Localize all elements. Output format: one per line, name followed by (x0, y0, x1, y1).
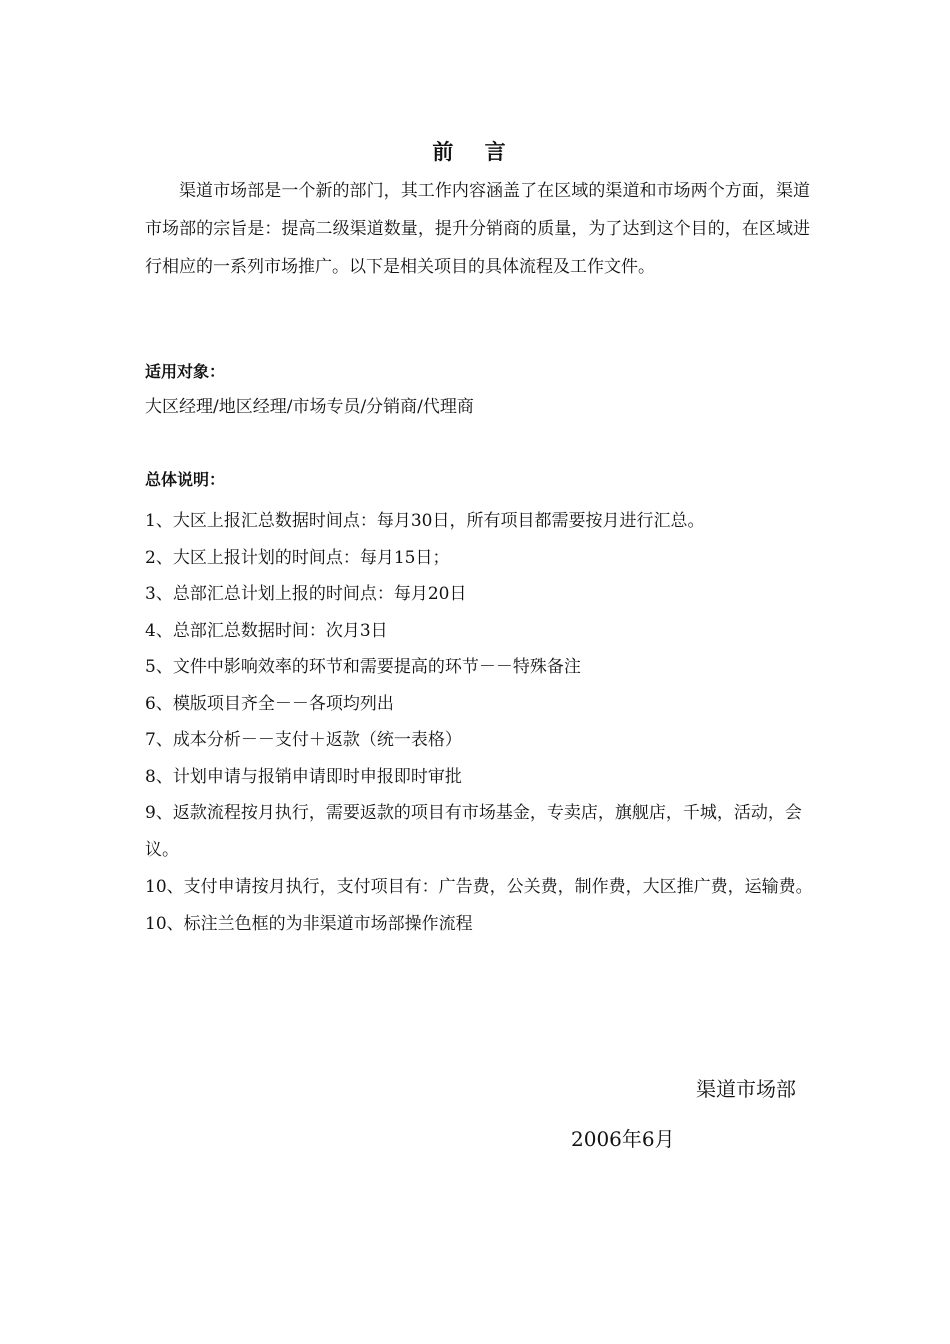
general-heading: 总体说明： (145, 470, 226, 489)
signature-date: 2006年6月 (571, 1127, 675, 1151)
list-item: 10、标注兰色框的为非渠道市场部操作流程 (145, 914, 473, 934)
list-item: 6、模版项目齐全－－各项均列出 (145, 693, 394, 714)
audience-heading: 适用对象： (145, 362, 226, 381)
list-item: 7、成本分析－－支付＋返款（统一表格） (145, 730, 462, 750)
general-notes-list (145, 503, 825, 943)
list-item: 4、总部汇总数据时间：次月3日 (145, 620, 388, 641)
page-title: 前 言 (432, 139, 518, 164)
list-item: 9、返款流程按月执行，需要返款的项目有市场基金，专卖店，旗舰店，千城，活动，会议。 (145, 803, 802, 860)
intro-paragraph: 渠道市场部是一个新的部门，其工作内容涵盖了在区域的渠道和市场两个方面，渠道市场部的宗旨是：提高二级渠道数量，提升分销商的质量，为了达到这个目的，在区域进行相应的一系列市场推广。以下是相关项目的具体流程及工作文件。 (145, 181, 810, 277)
list-item: 5、文件中影响效率的环节和需要提高的环节－－特殊备注 (145, 657, 581, 677)
signature-department: 渠道市场部 (696, 1077, 796, 1101)
list-item: 2、大区上报计划的时间点：每月15日； (145, 547, 450, 568)
audience-text: 大区经理/地区经理/市场专员/分销商/代理商 (145, 397, 474, 417)
list-item: 1、大区上报汇总数据时间点：每月30日，所有项目都需要按月进行汇总。 (145, 511, 705, 531)
list-item: 8、计划申请与报销申请即时申报即时审批 (145, 766, 462, 787)
list-item: 10、支付申请按月执行，支付项目有：广告费，公关费，制作费，大区推广费，运输费。 (145, 877, 813, 897)
list-item: 3、总部汇总计划上报的时间点：每月20日 (145, 584, 467, 604)
